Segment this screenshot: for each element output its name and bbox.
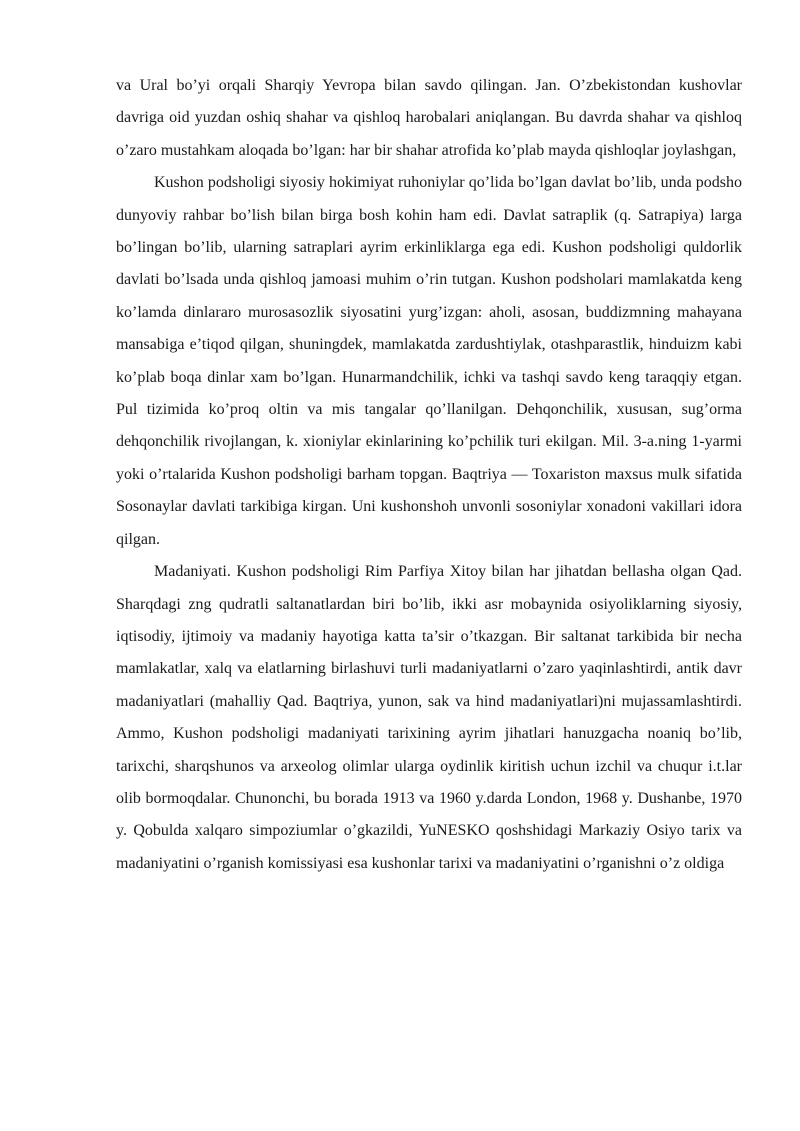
paragraph-continuation: va Ural bo’yi orqali Sharqiy Yevropa bilan savdo qilingan. Jan. O’zbekistondan kushovlar davriga oid yuzdan oshiq shahar va qishloq harobalari aniqlangan. Bu davrda shahar va qishloq o’zaro mustahkam aloqada bo’lgan: har bir shahar atrofida ko’plab mayda qishloqlar joylashgan,: [116, 77, 742, 159]
paragraph-madaniyati: Madaniyati. Kushon podsholigi Rim Parfiya Xitoy bilan har jihatdan bellasha olgan Qad. Sharqdagi zng qudratli saltanatlardan biri bo’lib, ikki asr mobaynida osiyoliklarning siyosiy, iqtisodiy, ijtimoiy va madaniy hayotiga katta ta’sir o’tkazgan. Bir saltanat tarkibida bir necha mamlakatlar, xalq va elatlarning birlashuvi turli madaniyatlarni o’zaro yaqinlashtirdi, antik davr madaniyatlari (mahalliy Qad. Baqtriya, yunon, sak va hind madaniyatlari)ni mujassamlashtirdi. Ammo, Kushon podsholigi madaniyati tarixining ayrim jihatlari hanuzgacha noaniq bo’lib, tarixchi, sharqshunos va arxeolog olimlar ularga oydinlik kiritish uchun izchil va chuqur i.t.lar olib bormoqdalar. Chunonchi, bu borada 1913 va 1960 y.darda London, 1968 y. Dushanbe, 1970 y. Qobulda xalqaro simpoziumlar o’gkazildi, YuNESKO qoshshidagi Markaziy Osiyo tarix va madaniyatini o’rganish komissiyasi esa kushonlar tarixi va madaniyatini o’rganishni o’z oldiga: [116, 563, 742, 872]
paragraph-kushon-state: Kushon podsholigi siyosiy hokimiyat ruhoniylar qo’lida bo’lgan davlat bo’lib, unda podsho dunyoviy rahbar bo’lish bilan birga bosh kohin ham edi. Davlat satraplik (q. Satrapiya) larga bo’lingan bo’lib, ularning satraplari ayrim erkinliklarga ega edi. Kushon podsholigi quldorlik davlati bo’lsada unda qishloq jamoasi muhim o’rin tutgan. Kushon podsholari mamlakatda keng ko’lamda dinlararo murosasozlik siyosatini yurg’izgan: aholi, asosan, buddizmning mahayana mansabiga e’tiqod qilgan, shuningdek, mamlakatda zardushtiylak, otashparastlik, hinduizm kabi ko’plab boqa dinlar xam bo’lgan. Hunarmandchilik, ichki va tashqi savdo keng taraqqiy etgan. Pul tizimida ko’proq oltin va mis tangalar qo’llanilgan. Dehqonchilik, xususan, sug’orma dehqonchilik rivojlangan, k. xioniylar ekinlarining ko’pchilik turi ekilgan. Mil. 3-a.ning 1-yarmi yoki o’rtalarida Kushon podsholigi barham topgan. Baqtriya — Toxariston maxsus mulk sifatida Sosonaylar davlati tarkibiga kirgan. Uni kushonshoh unvonli sosoniylar xonadoni vakillari idora qilgan.: [116, 174, 742, 548]
document-page: [116, 70, 742, 880]
